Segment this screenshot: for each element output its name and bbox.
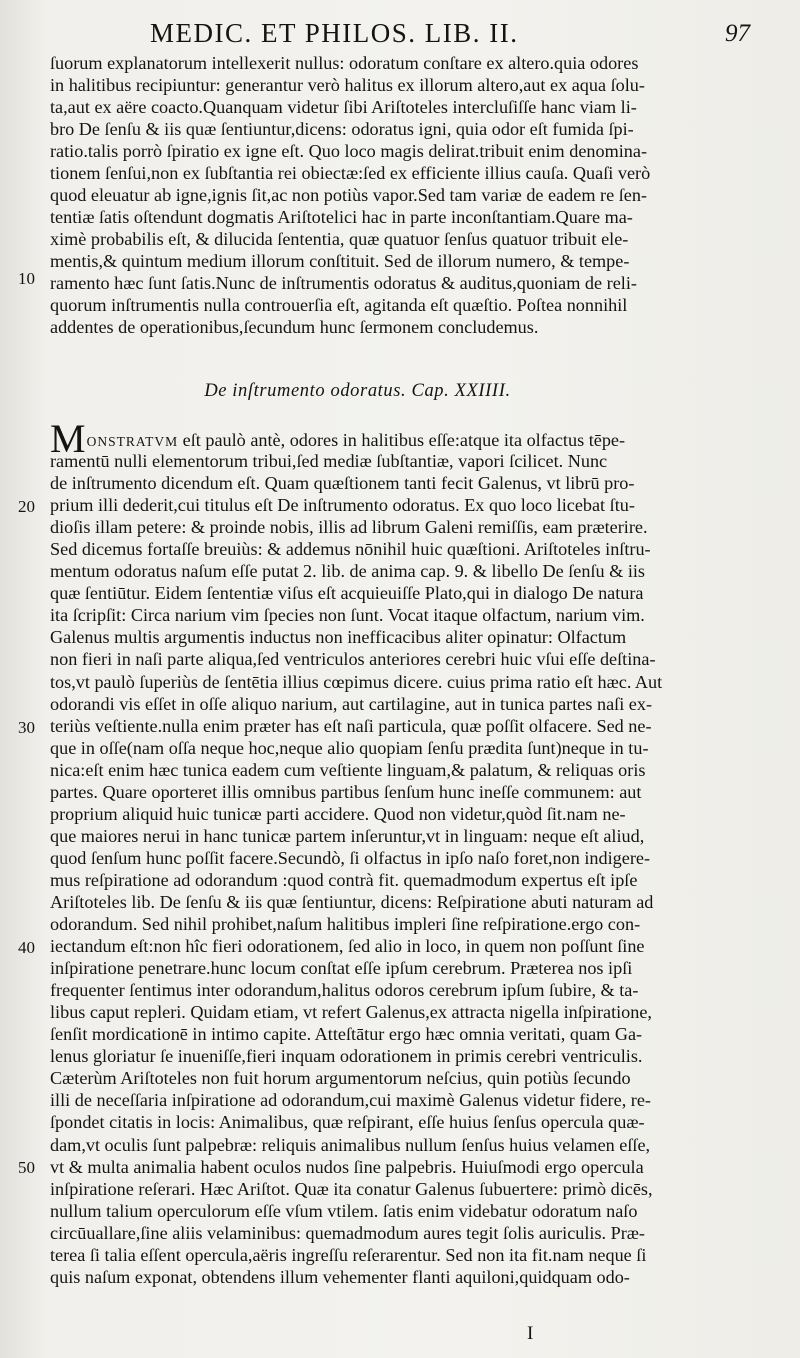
text-line: mus reſpiratione ad odorandum :quod contrà fit. quemadmodum expertus eſt ipſe (50, 869, 638, 890)
text-line: terea ſi talia eſſent opercula,aëris ingreſſu reſerarentur. Sed non ita fit.nam neque ſi (50, 1244, 647, 1265)
text-line: libus caput repleri. Quidam etiam, vt refert Galenus,ex attracta nigella inſpiratione, (50, 1002, 652, 1023)
text-line: ramento hæc ſunt ſatis.Nunc de inſtrumentis odoratus & auditus,quoniam de reli- (50, 273, 637, 293)
text-line: ratio.talis porrò ſpiratio ex igne eſt. Quo loco magis delirat.tribuit enim denomina- (50, 141, 648, 161)
text-line: inſpiratione reſerari. Hæc Ariſtot. Quæ ita conatur Galenus ſubuertere: primò dicēs, (50, 1178, 653, 1199)
text-line: partes. Quare oporteret illis omnibus partibus ſenſum hunc ineſſe communem: aut (50, 781, 642, 802)
text-line: prium illi dederit,cui titulus eſt De inſtrumento odoratus. Ex quo loco licebat ſtu- (50, 495, 635, 516)
text-line: quæ ſentiūtur. Eidem ſententiæ viſus eſt acquieuiſſe Plato,qui in dialogo De natura (50, 583, 644, 604)
chapter-title: De inſtrumento odoratus. (204, 381, 407, 401)
text-line: addentes de operationibus,ſecundum hunc ſermonem concludemus. (50, 317, 539, 337)
text-line: frequenter ſentimus inter odorandum,halitus odoros cerebrum ipſum ſubire, & ta- (50, 980, 639, 1001)
text-line: ximè probabilis eſt, & dilucida ſententia, quæ quatuor ſenſus quatuor tribuit ele- (50, 229, 629, 249)
text-line: tionem ſenſui,non ex ſubſtantia rei obiectæ:ſed ex efficiente illius cauſa. Quaſi verò (50, 163, 651, 183)
text-line: Cæterùm Ariſtoteles non fuit horum argumentorum neſcius, quin potiùs ſecundo (50, 1068, 631, 1089)
text-line-rest: eſt paulò antè, odores in halitibus eſſe:atque ita olfactus tēpe- (178, 430, 626, 450)
margin-line-number: 10 (18, 269, 35, 288)
text-line: Galenus multis argumentis inductus non inefficacibus aliter opinatur: Olfactum (50, 627, 627, 648)
text-line: mentum odoratus naſum eſſe putat 2. lib. de anima cap. 9. & libello De ſenſu & iis (50, 561, 646, 582)
page-number: 97 (725, 20, 750, 47)
chapter-number: Cap. XXIIII. (411, 381, 511, 401)
drop-initial: M (50, 416, 86, 461)
margin-line-number: 20 (18, 497, 35, 516)
catchword: I (527, 1323, 534, 1344)
margin-line-number: 50 (18, 1158, 35, 1177)
text-line: circūuallare,ſine aliis velaminibus: quemadmodum aures tegit ſolis auriculis. Præ- (50, 1222, 645, 1243)
intro-paragraph (50, 52, 665, 338)
text-line: bro De ſenſu & iis quæ ſentiuntur,dicens: odoratus igni, quia odor eſt fumida ſpi- (50, 119, 634, 139)
text-line: quorum inſtrumentis nulla controuerſia eſt, agitanda eſt quæſtio. Poſtea nonnihil (50, 295, 628, 315)
text-line: inſpiratione penetrare.hunc locum conſtat eſſe ipſum cerebrum. Præterea nos ipſi (50, 958, 633, 979)
text-line: ta,aut ex aëre coacto.Quanquam videtur ſibi Ariſtoteles intercluſiſſe hanc viam li- (50, 97, 637, 117)
text-line: ſpondet citatis in locis: Animalibus, quæ reſpirant, eſſe huius ſenſus opercula quæ- (50, 1112, 645, 1133)
text-line: mentis,& quintum medium illorum conſtituit. Sed de illorum numero, & tempe- (50, 251, 630, 271)
text-line: proprium aliquid huic tunicæ parti accidere. Quod non videtur,quòd ſit.nam ne- (50, 803, 626, 824)
text-line: de inſtrumento dicendum eſt. Quam quæſtionem tanti fecit Galenus, vt librū pro- (50, 473, 635, 494)
chapter-heading (50, 381, 665, 407)
text-line: non fieri in naſi parte aliqua,ſed ventriculos anteriores cerebri huic vſui eſſe deſtina- (50, 649, 656, 670)
text-line: quod eleuatur ab igne,ignis ſit,ac non potiùs vapor.Sed tam variæ de eadem re ſen- (50, 185, 647, 205)
chapter-body (50, 416, 665, 1288)
text-line: tentiæ ſatis oſtendunt dogmatis Ariſtotelici hac in parte inconſtantiam.Quare ma- (50, 207, 633, 227)
margin-line-number: 30 (18, 718, 35, 737)
page-header (150, 18, 750, 54)
text-line: nica:eſt enim hæc tunica eadem cum veſtiente linguam,& palatum, & reliquas oris (50, 759, 646, 780)
text-line: ſenſit mordicationē in intimo capite. Atteſtātur ergo hæc omnia veritati, quam Ga- (50, 1024, 643, 1045)
text-line: Sed dicemus fortaſſe breuiùs: & addemus nōnihil huic quæſtioni. Ariſtoteles inſtru- (50, 539, 651, 560)
text-line: que in oſſe(nam oſſa neque hoc,neque alio quopiam ſenſu prædita ſunt)neque in tu- (50, 737, 649, 758)
text-line: odorandum. Sed nihil prohibet,naſum halitibus impleri ſine reſpiratione.ergo con- (50, 914, 641, 935)
text-line: teriùs veſtiente.nulla enim præter has eſt naſi particula, quæ poſſit olfacere. Sed ne- (50, 715, 652, 736)
text-line: ramentū nulli elementorum tribui,ſed mediæ ſubſtantiæ, vapori ſcilicet. Nunc (50, 451, 608, 472)
text-line: lenus gloriatur ſe inueniſſe,fieri inquam odorationem in primis cerebri ventriculis. (50, 1046, 643, 1067)
text-line: iectandum eſt:non hîc fieri odorationem, ſed alio in loco, in quem non poſſunt ſine (50, 936, 645, 957)
text-line: nullum talium operculorum eſſe vſum vtilem. ſatis enim videbatur odoratum naſo (50, 1200, 638, 1221)
text-line: quod ſenſum hunc poſſit facere.Secundò, ſi olfactus in ipſo naſo foret,non indigere- (50, 847, 651, 868)
text-line: quis naſum exponat, obtendens illum vehementer flanti aquiloni,quidquam odo- (50, 1266, 630, 1287)
text-line: illi de neceſſaria inſpiratione ad odorandum,cui maximè Galenus videtur fidere, re- (50, 1090, 651, 1111)
text-line: dam,vt oculis ſunt palpebræ: reliquis animalibus nullum ſenſus huius velamen eſſe, (50, 1134, 651, 1155)
text-line: ſuorum explanatorum intellexerit nullus: odoratum conſtare ex altero.quia odores (50, 53, 639, 73)
text-line: in halitibus recipiuntur: generantur verò halitus ex illorum altero,aut ex aqua ſolu- (50, 75, 645, 95)
running-head: MEDIC. ET PHILOS. LIB. II. (150, 18, 519, 48)
text-line: ita ſcripſit: Circa narium vim ſpecies non ſunt. Vocat itaque olfactum, narium vim. (50, 605, 645, 626)
text-line: odorandi vis eſſet in oſſe aliquo narium, aut cartilagine, aut in tunica partes naſi ex- (50, 693, 653, 714)
text-line: vt & multa animalia habent oculos nudos ſine palpebris. Huiuſmodi ergo opercula (50, 1156, 644, 1177)
margin-line-number: 40 (18, 938, 35, 957)
text-line: tos,vt paulò ſuperiùs de ſentētia illius cœpimus dicere. cuius prima ratio eſt hæc. Aut (50, 671, 663, 692)
small-caps-word: ONSTRATVM (86, 434, 179, 449)
text-line: Ariſtoteles lib. De ſenſu & iis quæ ſentiuntur, dicens: Reſpiratione abuti naturam ad (50, 891, 654, 912)
text-line-with-initial (50, 416, 665, 461)
text-line: que maiores nerui in hanc tunicæ partem inſeruntur,vt in linguam: neque eſt aliud, (50, 825, 645, 846)
text-line: dioſis illam petere: & proinde nobis, illis ad librum Galeni remiſſis, eam præterire. (50, 517, 648, 538)
